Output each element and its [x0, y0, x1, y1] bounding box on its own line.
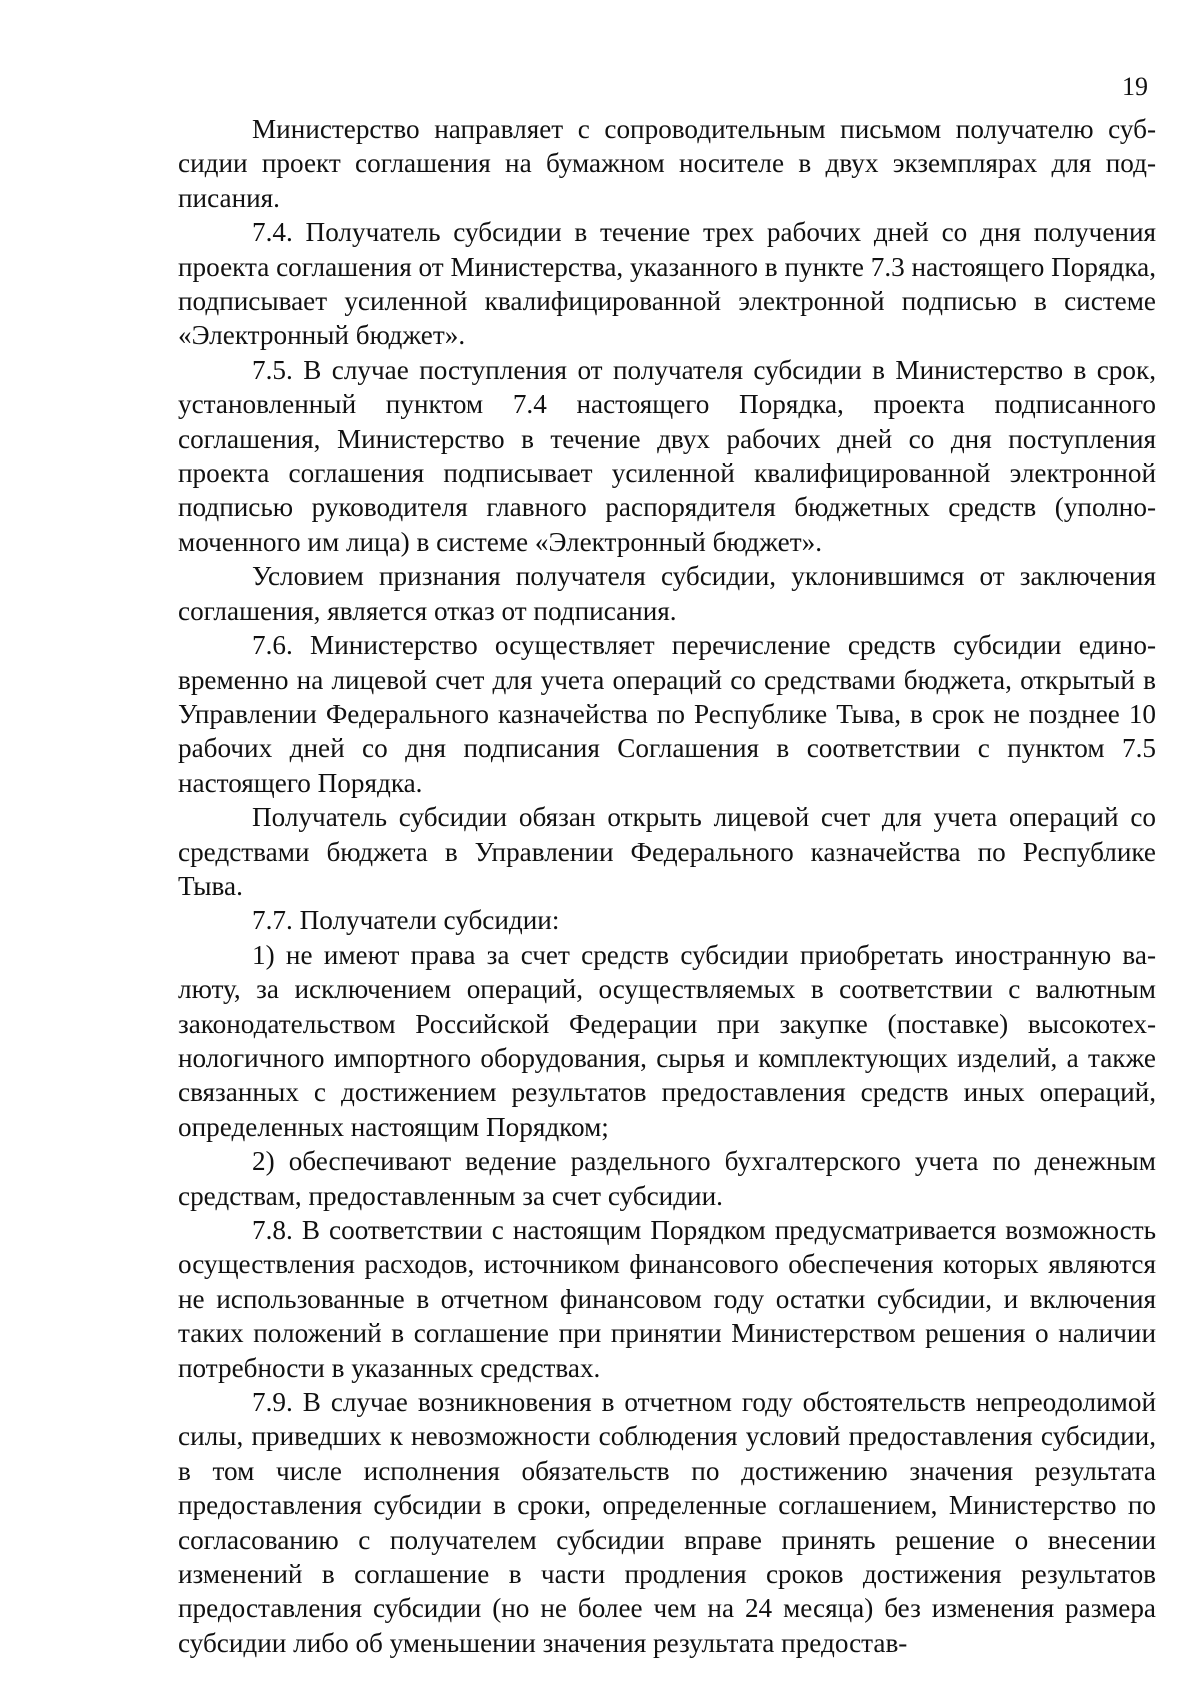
- paragraph-7-9: 7.9. В случае возникновения в отчетном году обстоятельств непреодолимой силы, приведших к невозможности соблюдения условий предоставления субсидии, в том числе исполнения обязательств по достижению значения результата предоставления субсидии в сроки, определенные соглашением, Министерство по согласованию с получателем субсидии вправе принять решение о внесении изменений в соглашение в части продления сроков достижения результатов предоставления субсидии (но не более чем на 24 месяца) без изменения размера субсидии либо об уменьшении значения результата предостав-: [178, 1387, 1156, 1658]
- paragraph-evasion-condition: Условием признания получателя субсидии, уклонившимся от заключения соглашения, является отказ от подписания.: [178, 561, 1156, 626]
- paragraph-7-7: 7.7. Получатели субсидии:: [252, 905, 560, 936]
- paragraph-agreement-sending: Министерство направляет с сопроводительным письмом получателю субсидии проект соглашения на бумажном носителе в двух экземплярах для подписания.: [178, 114, 1156, 213]
- paragraph-account-opening: Получатель субсидии обязан открыть лицевой счет для учета операций со средствами бюджета в Управлении Федерального казначейства по Республике Тыва.: [178, 802, 1156, 901]
- paragraph-7-4: 7.4. Получатель субсидии в течение трех рабочих дней со дня получения проекта соглашения от Министерства, указанного в пункте 7.3 настоящего Порядка, подписывает усиленной квалифицированной электронной подписью в системе «Электронный бюджет».: [178, 217, 1156, 351]
- paragraph-7-7-item-2: 2) обеспечивают ведение раздельного бухгалтерского учета по денежным средствам, предоставленным за счет субсидии.: [178, 1146, 1156, 1211]
- document-body: [178, 112, 1156, 1660]
- page-number: 19: [1122, 72, 1148, 101]
- paragraph-7-8: 7.8. В соответствии с настоящим Порядком предусматривается возможность осуществления расходов, источником финансового обеспечения которых являются не использованные в отчетном финансовом году остатки субсидии, и включения таких положений в соглашение при принятии Министерством решения о наличии потребности в указанных средствах.: [178, 1215, 1156, 1383]
- paragraph-7-7-item-1: 1) не имеют права за счет средств субсидии приобретать иностранную валюту, за исключением операций, осуществляемых в соответствии с валютным законодательством Российской Федерации при закупке (поставке) высокотехнологичного импортного оборудования, сырья и комплектующих изделий, а также связанных с достижением результатов предоставления средств иных операций, определенных настоящим Порядком;: [178, 939, 1156, 1142]
- paragraph-7-5: 7.5. В случае поступления от получателя субсидии в Министерство в срок, установленный пунктом 7.4 настоящего Порядка, проекта подписанного соглашения, Министерство в течение двух рабочих дней со дня поступления проекта соглашения подписывает усиленной квалифицированной электронной подписью руководителя главного распорядителя бюджетных средств (уполномоченного им лица) в системе «Электронный бюджет».: [178, 354, 1156, 557]
- paragraph-7-6: 7.6. Министерство осуществляет перечисление средств субсидии единовременно на лицевой счет для учета операций со средствами бюджета, открытый в Управлении Федерального казначейства по Республике Тыва, в срок не позднее 10 рабочих дней со дня подписания Соглашения в соответствии с пунктом 7.5 настоящего Порядка.: [178, 630, 1156, 798]
